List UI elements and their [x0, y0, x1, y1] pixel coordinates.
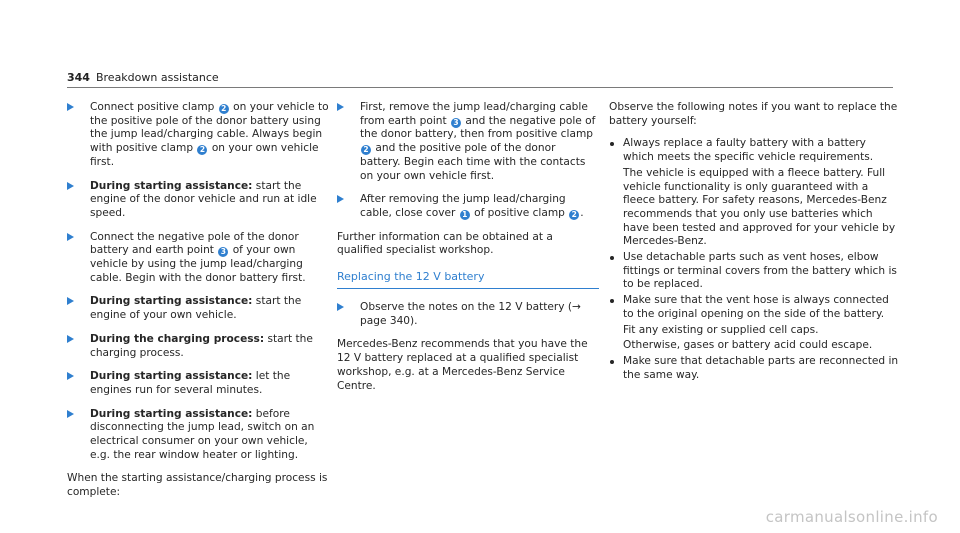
- step-close-cover: After removing the jump lead/charging cable, close cover 1 of positive clamp 2 .: [337, 193, 599, 220]
- step-arrow-icon: [67, 233, 74, 241]
- step-connect-positive: Connect positive clamp 2 on your vehicle to the positive pole of the donor battery using the jump lead/charging cable. Always begin with positive clamp 2 on your own vehicle first.: [67, 101, 331, 170]
- callout-1-icon: 1: [460, 210, 470, 220]
- callout-2-icon: 2: [569, 210, 579, 220]
- callout-2-icon: 2: [219, 104, 229, 114]
- step-arrow-icon: [67, 182, 74, 190]
- step-start-donor: During starting assistance: start the engine of the donor vehicle and run at idle speed.: [67, 180, 331, 221]
- column-3: [609, 101, 899, 384]
- step-connect-negative: Connect the negative pole of the donor battery and earth point 3 of your own vehicle by using the jump lead/charging cable. Begin with the donor battery first.: [67, 231, 331, 286]
- bullet-icon: [610, 142, 614, 146]
- page-header: [67, 71, 219, 85]
- closing-text: When the starting assistance/charging process is complete:: [67, 472, 328, 499]
- step-arrow-icon: [67, 372, 74, 380]
- callout-3-icon: 3: [218, 247, 228, 257]
- step-arrow-icon: [67, 410, 74, 418]
- step-arrow-icon: [67, 103, 74, 111]
- step-run-engines: During starting assistance: let the engines run for several minutes.: [67, 370, 331, 397]
- callout-2-icon: 2: [197, 145, 207, 155]
- header-rule: [67, 87, 893, 88]
- bullet-icon: [610, 299, 614, 303]
- intro-text: Observe the following notes if you want to replace the battery yourself:: [609, 101, 898, 127]
- column-1: [67, 101, 331, 509]
- step-arrow-icon: [67, 297, 74, 305]
- section-name: Breakdown assistance: [95, 71, 219, 84]
- step-start-own: During starting assistance: start the engine of your own vehicle.: [67, 295, 331, 322]
- step-switch-consumer: During starting assistance: before disconnecting the jump lead, switch on an electrical consumer on your own vehicle, e.g. the rear window heater or lighting.: [67, 408, 331, 463]
- bullet-icon: [610, 256, 614, 260]
- bullet-vent-hose: Make sure that the vent hose is always connected to the original opening on the side of the battery. Fit any existing or supplied cell caps. Otherwise, gases or battery acid could escape.: [609, 294, 899, 353]
- step-arrow-icon: [67, 335, 74, 343]
- bullet-reconnect: Make sure that detachable parts are reconnected in the same way.: [609, 355, 899, 382]
- recommendation-text: Mercedes-Benz recommends that you have the 12 V battery replaced at a qualified specialist workshop, e.g. at a Mercedes-Benz Service Centre.: [337, 338, 588, 392]
- step-remove-cable: First, remove the jump lead/charging cable from earth point 3 and the negative pole of the donor battery, then from positive clamp 2 and the positive pole of the donor battery. Begin each time with the contacts on your own vehicle first.: [337, 101, 599, 183]
- info-text: Further information can be obtained at a qualified specialist workshop.: [337, 230, 553, 257]
- column-2: [337, 101, 599, 402]
- bullet-replace-faulty: Always replace a faulty battery with a battery which meets the specific vehicle requirements. The vehicle is equipped with a fleece battery. Full vehicle functionality is only guaranteed with a fleece battery. For safety reasons, Mercedes-Benz recommends that you only use batteries which have been tested and approved for your vehicle by Mercedes-Benz.: [609, 137, 899, 249]
- callout-3-icon: 3: [451, 118, 461, 128]
- step-arrow-icon: [337, 195, 344, 203]
- step-arrow-icon: [337, 103, 344, 111]
- bullet-detachable-parts: Use detachable parts such as vent hoses, elbow fittings or terminal covers from the battery which is to be replaced.: [609, 251, 899, 292]
- page-number: 344: [67, 71, 90, 84]
- watermark: carmanualsonline.info: [765, 508, 938, 527]
- step-arrow-icon: [337, 303, 344, 311]
- step-observe-notes: Observe the notes on the 12 V battery (→ page 340).: [337, 301, 599, 328]
- section-title-replacing-battery: Replacing the 12 V battery: [337, 270, 599, 289]
- step-charging: During the charging process: start the charging process.: [67, 333, 331, 360]
- callout-2-icon: 2: [361, 145, 371, 155]
- bullet-icon: [610, 360, 614, 364]
